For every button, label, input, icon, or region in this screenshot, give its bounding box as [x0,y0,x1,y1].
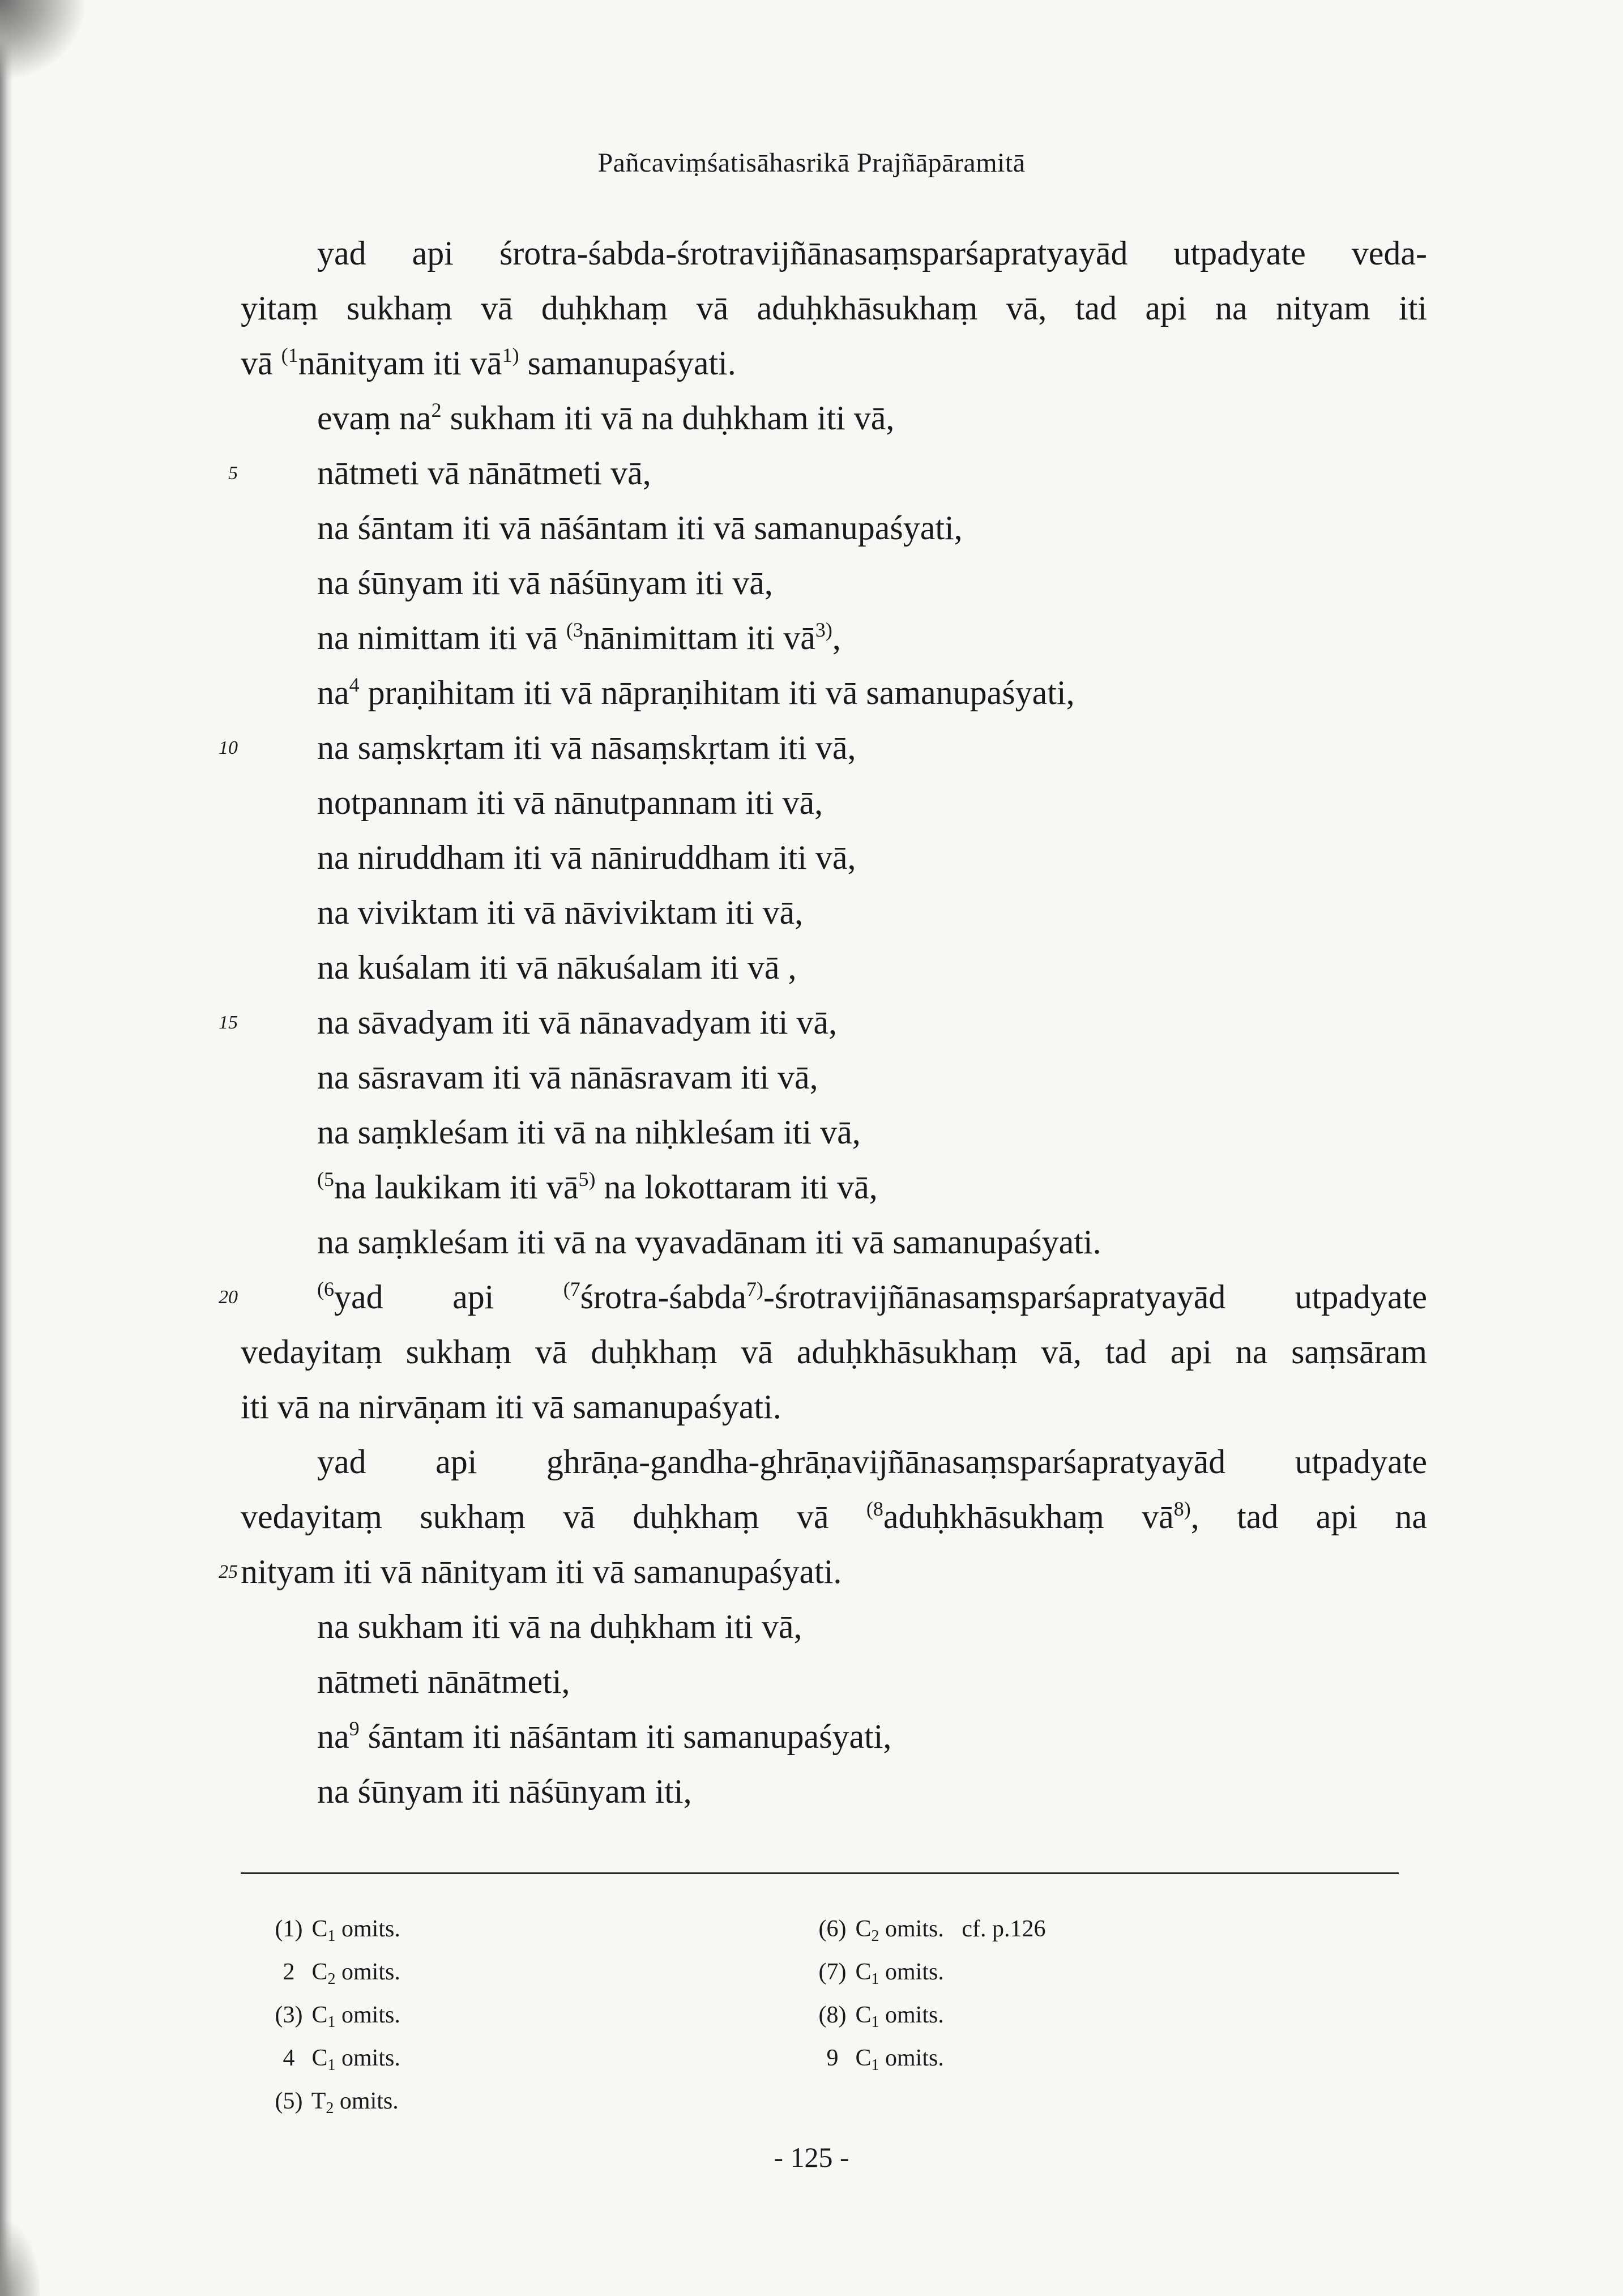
text-line [317,227,1427,280]
footnote [815,2038,944,2079]
text-run: nānimittam iti vā [583,619,815,656]
text-run: na sāsravam iti vā nānāsravam iti vā, [317,1059,818,1096]
footnote-text: omits. [335,2002,400,2028]
footnote [815,1952,944,1992]
footnote [272,1952,400,1992]
text-line [317,996,837,1049]
text-run: na lokottaram iti vā, [595,1168,878,1206]
text-run: praṇihitam iti vā nāpraṇihitam iti vā samanupaśyati, [359,674,1075,711]
footnote [272,1995,400,2035]
footnote-marker: (7 [563,1278,580,1300]
text-line [317,1215,1101,1269]
text-line [317,1435,1427,1489]
text-run: yad api śrotra-śabda-śrotravijñānasaṃsparśapratyayād utpadyate veda- [317,234,1427,272]
footnote-marker: (6 [317,1278,334,1300]
footnote-key: (7) [818,1959,847,1985]
manuscript-subscript: 1 [327,2056,336,2074]
text-line [317,1765,692,1819]
text-line [241,1380,781,1434]
text-line [241,1325,1427,1379]
footnote-marker: 4 [349,673,360,696]
footnote-text: omits. [335,2045,400,2071]
manuscript-subscript: 1 [327,2013,336,2031]
footnote-key: (1) [275,1916,303,1942]
text-line [317,1051,818,1104]
manuscript-siglum: C [855,1959,872,1985]
footnote-marker: 1) [502,344,519,366]
line-number: 5 [228,463,238,484]
page-number: - 125 - [774,2141,849,2173]
manuscript-subscript: 1 [327,1927,336,1945]
manuscript-siglum: T [311,2088,326,2114]
text-line [317,666,1075,720]
text-run: na [317,1718,349,1755]
manuscript-siglum: C [855,2045,872,2071]
text-run: nityam iti vā nānityam iti vā samanupaśyati. [241,1553,842,1590]
footnote-rule [241,1872,1399,1874]
footnote-text: omits. [879,2002,944,2028]
text-run: yitaṃ sukhaṃ vā duḥkhaṃ vā aduḥkhāsukhaṃ vā, tad api na nityam iti [241,289,1427,327]
text-line [241,281,1427,335]
text-run: na sāvadyam iti vā nānavadyam iti vā, [317,1004,838,1041]
text-line [317,1655,570,1709]
text-run: na niruddham iti vā nāniruddham iti vā, [317,839,856,876]
text-run: iti vā na nirvāṇam iti vā samanupaśyati. [241,1388,781,1426]
footnote-marker: (5 [317,1168,334,1190]
footnote [272,2038,400,2079]
footnote-text: omits. cf. p.126 [879,1916,1046,1942]
text-run: na laukikam iti vā [334,1168,579,1206]
text-line [317,446,651,500]
footnote-key: 9 [826,2045,839,2071]
manuscript-siglum: C [311,1959,328,1985]
line-number: 15 [219,1012,238,1033]
footnote-marker: (3 [566,618,583,641]
scan-shadow-edge [0,0,12,2296]
text-run: na [317,674,349,711]
text-run: sukham iti vā na duḥkham iti vā, [441,399,895,437]
manuscript-subscript: 1 [871,1970,879,1988]
text-run: na viviktam iti vā nāviviktam iti vā, [317,894,804,931]
footnote-key: (5) [275,2088,303,2114]
footnote-text: omits. [879,1959,944,1985]
footnote-key: 4 [283,2045,295,2071]
text-run: vedayitaṃ sukhaṃ vā duḥkhaṃ vā aduḥkhāsukhaṃ vā, tad api na saṃsāram [241,1333,1427,1371]
footnote-marker: 9 [349,1717,360,1740]
footnote [272,1909,400,1949]
scan-shadow-corner-bottom [0,2222,40,2296]
text-line [317,501,963,555]
footnote [815,1909,1046,1949]
footnote-key: (6) [818,1916,847,1942]
text-run: na saṃkleśam iti vā na vyavadānam iti vā samanupaśyati. [317,1223,1101,1261]
text-line [241,1490,1427,1544]
text-run: , tad api na [1190,1498,1427,1535]
scan-shadow-corner [0,0,85,79]
text-line [317,886,803,940]
manuscript-siglum: C [311,1916,328,1942]
footnote-marker: 8) [1173,1497,1191,1520]
footnote-text: omits. [879,2045,944,2071]
footnote-text: omits. [334,2088,399,2114]
text-run: , [832,619,841,656]
text-run: -śrotravijñānasaṃsparśapratyayād utpadyate [763,1278,1427,1316]
text-line [241,336,736,390]
text-line [317,776,823,830]
footnote-text: omits. [335,1959,400,1985]
text-run: na sukham iti vā na duḥkham iti vā, [317,1608,802,1645]
text-line [317,1710,891,1764]
text-run: aduḥkhāsukhaṃ vā [883,1498,1174,1535]
text-line [317,556,773,610]
footnote-key: (8) [818,2002,847,2028]
line-number: 10 [219,737,238,758]
footnote-marker: (1 [281,344,298,366]
text-line [317,1600,802,1654]
text-line [317,831,856,885]
manuscript-siglum: C [311,2002,328,2028]
text-run: na śāntam iti vā nāśāntam iti vā samanupaśyati, [317,509,963,547]
manuscript-subscript: 1 [871,2013,879,2031]
manuscript-subscript: 1 [871,2056,879,2074]
manuscript-subscript: 2 [326,2099,334,2117]
text-run: na saṃskṛtam iti vā nāsaṃskṛtam iti vā, [317,729,856,766]
text-run: nātmeti nānātmeti, [317,1663,570,1700]
footnote-text: omits. [335,1916,400,1942]
text-run: yad api [334,1278,563,1316]
text-run: notpannam iti vā nānutpannam iti vā, [317,784,823,821]
footnote-marker: 7) [746,1278,763,1300]
line-number: 25 [219,1561,238,1582]
text-line [317,1106,861,1159]
text-line [317,391,894,445]
text-run: yad api ghrāṇa-gandha-ghrāṇavijñānasaṃsparśapratyayād utpadyate [317,1443,1427,1480]
text-line [317,721,856,775]
footnote-marker: (8 [866,1497,883,1520]
footnote-marker: 3) [815,618,832,641]
footnote [815,1995,944,2035]
text-run: nānityam iti vā [298,344,502,382]
text-run: vedayitaṃ sukhaṃ vā duḥkhaṃ vā [241,1498,866,1535]
text-run: śrotra-śabda [580,1278,746,1316]
manuscript-siglum: C [855,2002,872,2028]
footnote-marker: 2 [431,399,442,421]
manuscript-subscript: 2 [871,1927,879,1945]
text-line [317,611,841,665]
text-run: na nimittam iti vā [317,619,566,656]
manuscript-siglum: C [311,2045,328,2071]
text-line [241,1545,842,1599]
text-line [317,1160,878,1214]
footnote-key: 2 [283,1959,295,1985]
footnote-key: (3) [275,2002,303,2028]
text-run: samanupaśyati. [519,344,736,382]
text-run: evaṃ na [317,399,432,437]
text-run: śāntam iti nāśāntam iti samanupaśyati, [359,1718,892,1755]
text-run: na śūnyam iti nāśūnyam iti, [317,1773,692,1810]
text-run: vā [241,344,281,382]
text-run: nātmeti vā nānātmeti vā, [317,454,651,492]
text-run: na śūnyam iti vā nāśūnyam iti vā, [317,564,773,601]
footnote-marker: 5) [578,1168,596,1190]
running-head: Pañcaviṃśatisāhasrikā Prajñāpāramitā [597,148,1026,178]
manuscript-siglum: C [855,1916,872,1942]
text-run: na kuśalam iti vā nākuśalam iti vā , [317,949,797,986]
text-line [317,941,796,995]
text-line [317,1270,1427,1324]
line-number: 20 [219,1287,238,1308]
footnote [272,2081,399,2122]
text-run: na saṃkleśam iti vā na niḥkleśam iti vā, [317,1113,861,1151]
manuscript-subscript: 2 [327,1970,336,1988]
